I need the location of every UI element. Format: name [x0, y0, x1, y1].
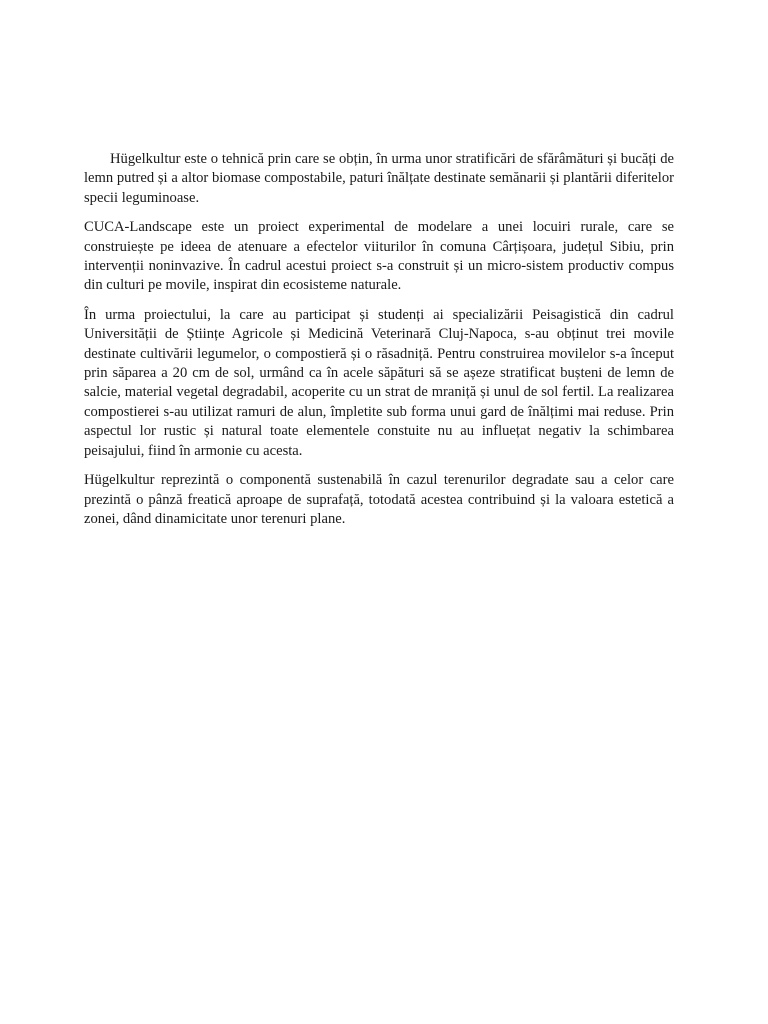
paragraph-conclusion: Hügelkultur reprezintă o componentă sustenabilă în cazul terenurilor degradate sau a celor care prezintă o pânză freatică aproape de suprafață, totodată acestea contribuind și la valoara estetică a zonei, dând dinamicitate unor terenuri plane.: [84, 472, 674, 527]
paragraph-results: În urma proiectului, la care au participat și studenți ai specializării Peisagistică din cadrul Universității de Științe Agricole și Medicină Veterinară Cluj-Napoca, s-au obținut trei movile destinate cultivării legumelor, o compostieră și o răsadniță. Pentru construirea movilelor s-a început prin săparea a 20 cm de sol, urmând ca în acele săpături să se așeze stratificat bușteni de lemn de salcie, material vegetal degradabil, acoperite cu un strat de mraniță și unul de sol fertil. La realizarea compostierei s-au utilizat ramuri de alun, împletite sub forma unui gard de înălțimi mai reduse. Prin aspectul lor rustic și natural toate elementele constuite nu au influețat negativ la schimbarea peisajului, fiind în armonie cu acesta.: [84, 306, 674, 459]
paragraph-project: CUCA-Landscape este un proiect experimental de modelare a unei locuiri rurale, care se construiește pe ideea de atenuare a efectelor viiturilor în comuna Cârțișoara, județul Sibiu, prin intervenții noninvazive. În cadrul acestui proiect s-a construit și un micro-sistem productiv compus din culturi pe movile, inspirat din ecosisteme naturale.: [84, 219, 674, 294]
paragraph-intro: Hügelkultur este o tehnică prin care se obțin, în urma unor stratificări de sfărâmături și bucăți de lemn putred și a altor biomase compostabile, paturi înălțate destinate semănarii și plantării diferitelor specii leguminoase.: [84, 151, 674, 206]
document-body: [84, 150, 674, 539]
